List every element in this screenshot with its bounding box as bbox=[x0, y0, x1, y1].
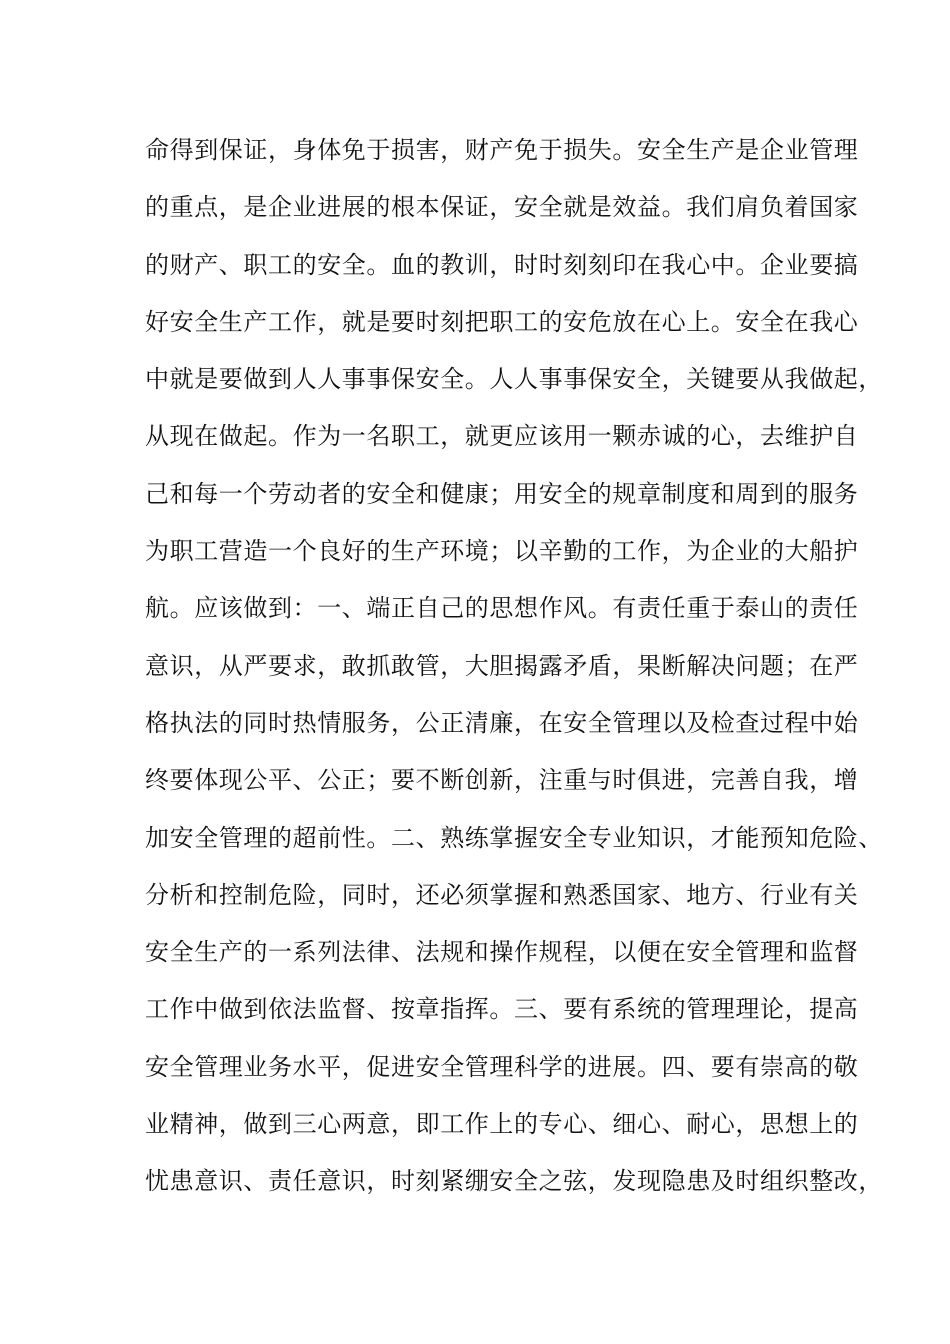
text-line: 为职工营造一个良好的生产环境；以辛勤的工作，为企业的大船护 bbox=[145, 537, 859, 566]
text-line: 己和每一个劳动者的安全和健康；用安全的规章制度和周到的服务 bbox=[145, 479, 859, 508]
text-line: 航。应该做到：一、端正自己的思想作风。有责任重于泰山的责任 bbox=[145, 594, 859, 623]
text-line: 业精神，做到三心两意，即工作上的专心、细心、耐心，思想上的 bbox=[145, 1110, 859, 1139]
text-line: 从现在做起。作为一名职工，就更应该用一颗赤诚的心，去维护自 bbox=[145, 422, 859, 451]
text-line: 安全生产的一系列法律、法规和操作规程，以便在安全管理和监督 bbox=[145, 938, 859, 967]
text-line: 终要体现公平、公正；要不断创新，注重与时俱进，完善自我，增 bbox=[145, 766, 859, 795]
text-line: 中就是要做到人人事事保安全。人人事事保安全，关键要从我做起， bbox=[145, 365, 883, 394]
text-line: 分析和控制危险，同时，还必须掌握和熟悉国家、地方、行业有关 bbox=[145, 880, 859, 909]
text-line: 的重点，是企业进展的根本保证，安全就是效益。我们肩负着国家 bbox=[145, 193, 859, 222]
text-line: 工作中做到依法监督、按章指挥。三、要有系统的管理理论，提高 bbox=[145, 995, 859, 1024]
text-line: 命得到保证，身体免于损害，财产免于损失。安全生产是企业管理 bbox=[145, 136, 859, 164]
text-line: 安全管理业务水平，促进安全管理科学的进展。四、要有崇高的敬 bbox=[145, 1052, 859, 1081]
text-line: 忧患意识、责任意识，时刻紧绷安全之弦，发现隐患及时组织整改， bbox=[145, 1167, 883, 1196]
text-line: 好安全生产工作，就是要时刻把职工的安危放在心上。安全在我心 bbox=[145, 307, 859, 336]
text-line: 的财产、职工的安全。血的教训，时时刻刻印在我心中。企业要搞 bbox=[145, 250, 859, 279]
text-line: 加安全管理的超前性。二、熟练掌握安全专业知识，才能预知危险、 bbox=[145, 823, 883, 852]
text-line: 意识，从严要求，敢抓敢管，大胆揭露矛盾，果断解决问题；在严 bbox=[145, 651, 859, 680]
body-text bbox=[145, 128, 883, 1217]
text-line: 格执法的同时热情服务，公正清廉，在安全管理以及检查过程中始 bbox=[145, 708, 859, 737]
